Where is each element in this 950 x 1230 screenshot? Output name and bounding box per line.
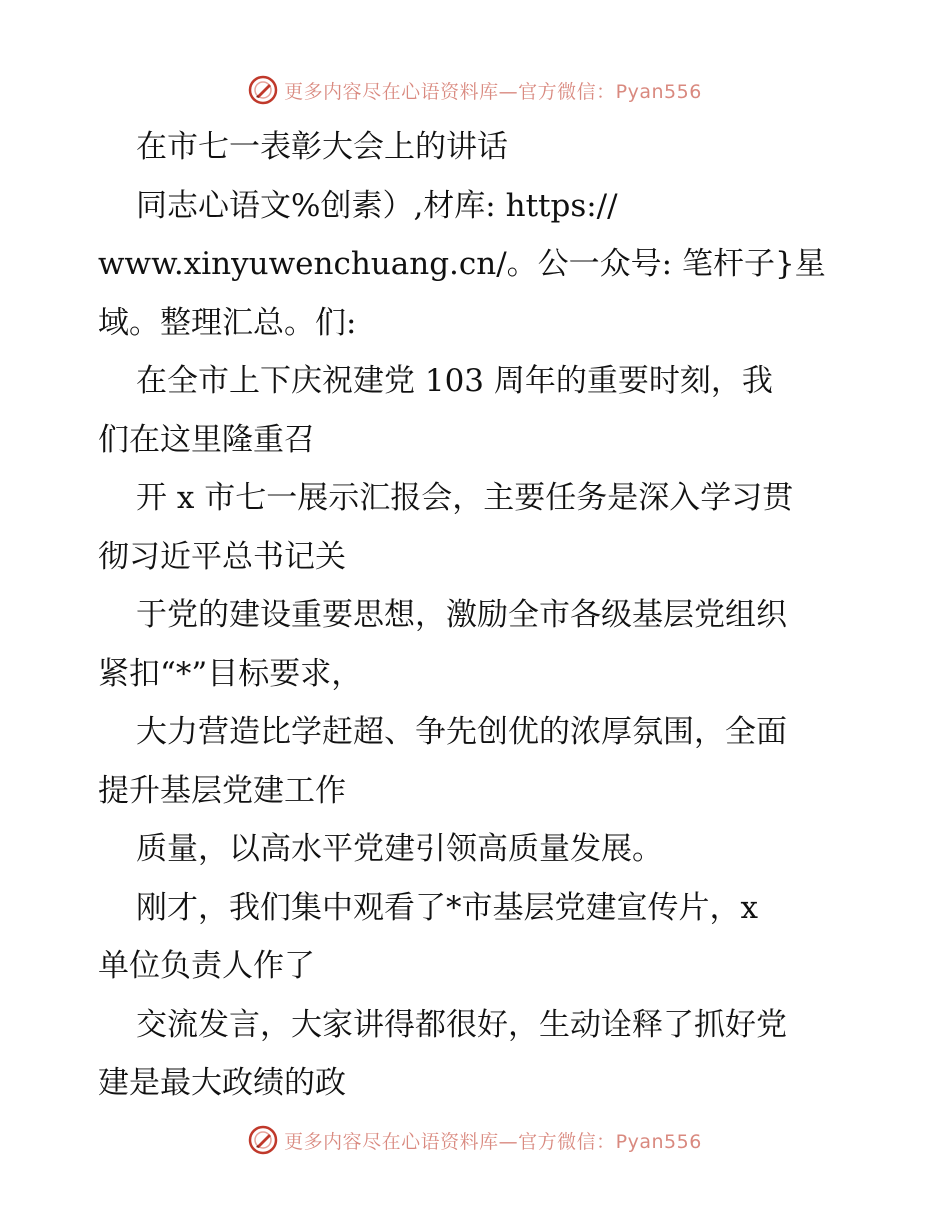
document-line: 建是最大政绩的政 [98, 1065, 346, 1101]
watermark-footer-text [284, 1127, 702, 1154]
document-line: 单位负责人作了 [98, 948, 315, 984]
watermark-footer-suffix: 官方微信：Pyan556 [518, 1130, 702, 1153]
watermark-header [0, 70, 950, 110]
watermark-header-inner [248, 75, 702, 105]
document-line: 域。整理汇总。们: [98, 304, 357, 341]
watermark-header-suffix: 官方微信：Pyan556 [518, 80, 702, 103]
document-line: 在全市上下庆祝建党 103 周年的重要时刻，我 [136, 363, 773, 399]
document-line: 质量，以高水平党建引领高质量发展。 [136, 831, 663, 867]
watermark-header-main: 更多内容尽在心语资料库 [284, 80, 499, 103]
document-body [98, 118, 858, 1113]
document-line: 紧扣“*”目标要求， [98, 655, 363, 692]
document-line: 开 x 市七一展示汇报会，主要任务是深入学习贯 [136, 480, 794, 516]
document-line: 交流发言，大家讲得都很好，生动诠释了抓好党 [136, 1006, 787, 1043]
document-line: 同志心语文%创素）,材库: https:// [136, 187, 618, 224]
document-line: 彻习近平总书记关 [98, 538, 346, 575]
document-line: 在市七一表彰大会上的讲话 [136, 129, 508, 165]
document-line: www.xinyuwenchuang.cn/。公一众号: 笔杆子}星 [98, 246, 826, 282]
watermark-footer-dash: — [498, 1130, 519, 1153]
document-line: 们在这里隆重召 [98, 421, 315, 458]
document-line: 大力营造比学赶超、争先创优的浓厚氛围，全面 [136, 714, 787, 750]
watermark-footer [0, 1120, 950, 1160]
pen-seal-icon [248, 75, 278, 105]
watermark-footer-inner [248, 1125, 702, 1155]
watermark-footer-main: 更多内容尽在心语资料库 [284, 1130, 499, 1153]
document-line: 刚才，我们集中观看了*市基层党建宣传片，x [136, 889, 758, 926]
document-line: 提升基层党建工作 [98, 772, 346, 809]
document-line: 于党的建设重要思想，激励全市各级基层党组织 [136, 597, 787, 633]
watermark-header-dash: — [498, 80, 519, 103]
pen-seal-icon [248, 1125, 278, 1155]
watermark-header-text [284, 77, 702, 104]
